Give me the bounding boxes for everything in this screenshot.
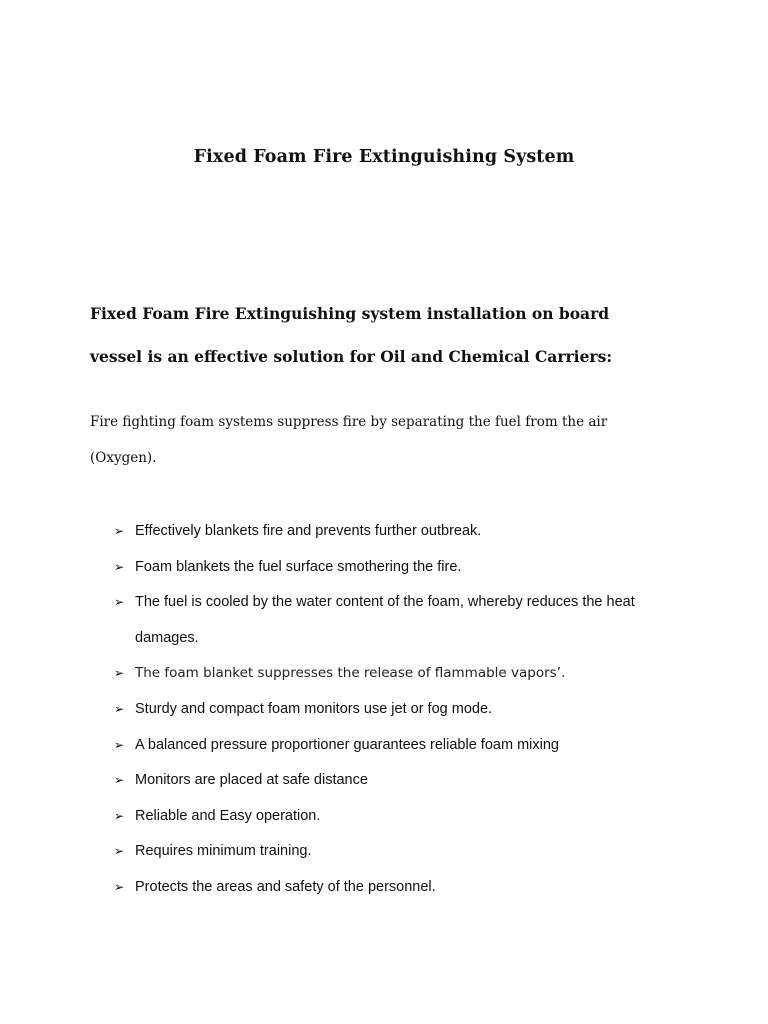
arrow-bullet-icon: ➢ bbox=[114, 773, 125, 788]
arrow-bullet-icon: ➢ bbox=[114, 666, 125, 681]
list-item-text: Foam blankets the fuel surface smothering the fire. bbox=[135, 558, 462, 575]
list-item bbox=[114, 656, 734, 692]
arrow-bullet-icon: ➢ bbox=[114, 595, 125, 610]
list-item-text: Sturdy and compact foam monitors use jet or fog mode. bbox=[135, 700, 493, 717]
intro-line: Fixed Foam Fire Extinguishing system installation on board bbox=[90, 304, 610, 323]
list-item-text: Monitors are placed at safe distance bbox=[135, 772, 368, 789]
list-item-text: Reliable and Easy operation. bbox=[135, 807, 321, 824]
list-item-text: A balanced pressure proportioner guarantees reliable foam mixing bbox=[135, 736, 559, 753]
arrow-bullet-icon: ➢ bbox=[114, 879, 125, 894]
list-item-text-continued: damages. bbox=[135, 629, 199, 646]
arrow-bullet-icon: ➢ bbox=[114, 559, 125, 574]
list-item bbox=[114, 870, 734, 906]
arrow-bullet-icon: ➢ bbox=[114, 808, 125, 823]
list-item-text: The foam blanket suppresses the release of flammable vapors’. bbox=[135, 665, 566, 682]
list-item bbox=[114, 692, 734, 728]
list-item bbox=[114, 550, 734, 586]
arrow-bullet-icon: ➢ bbox=[114, 701, 125, 716]
intro-paragraph bbox=[90, 292, 690, 378]
list-item bbox=[114, 514, 734, 550]
list-item bbox=[114, 728, 734, 764]
intro-line: vessel is an effective solution for Oil and Chemical Carriers: bbox=[90, 347, 613, 366]
summary-paragraph bbox=[90, 404, 710, 476]
list-item bbox=[114, 585, 734, 656]
list-item bbox=[114, 834, 734, 870]
list-item-text: The fuel is cooled by the water content of the foam, whereby reduces the heat bbox=[135, 594, 635, 611]
arrow-bullet-icon: ➢ bbox=[114, 524, 125, 538]
list-item bbox=[114, 763, 734, 799]
list-item-text: Requires minimum training. bbox=[135, 843, 312, 860]
list-item-text: Effectively blankets fire and prevents further outbreak. bbox=[135, 523, 482, 539]
arrow-bullet-icon: ➢ bbox=[114, 737, 125, 752]
arrow-bullet-icon: ➢ bbox=[114, 844, 125, 859]
feature-list bbox=[114, 514, 734, 906]
document-title: Fixed Foam Fire Extinguishing System bbox=[193, 147, 575, 167]
list-item bbox=[114, 799, 734, 835]
summary-line: (Oxygen). bbox=[90, 450, 157, 466]
list-item-text: Protects the areas and safety of the personnel. bbox=[135, 878, 436, 895]
summary-line: Fire fighting foam systems suppress fire by separating the fuel from the air bbox=[90, 414, 608, 430]
